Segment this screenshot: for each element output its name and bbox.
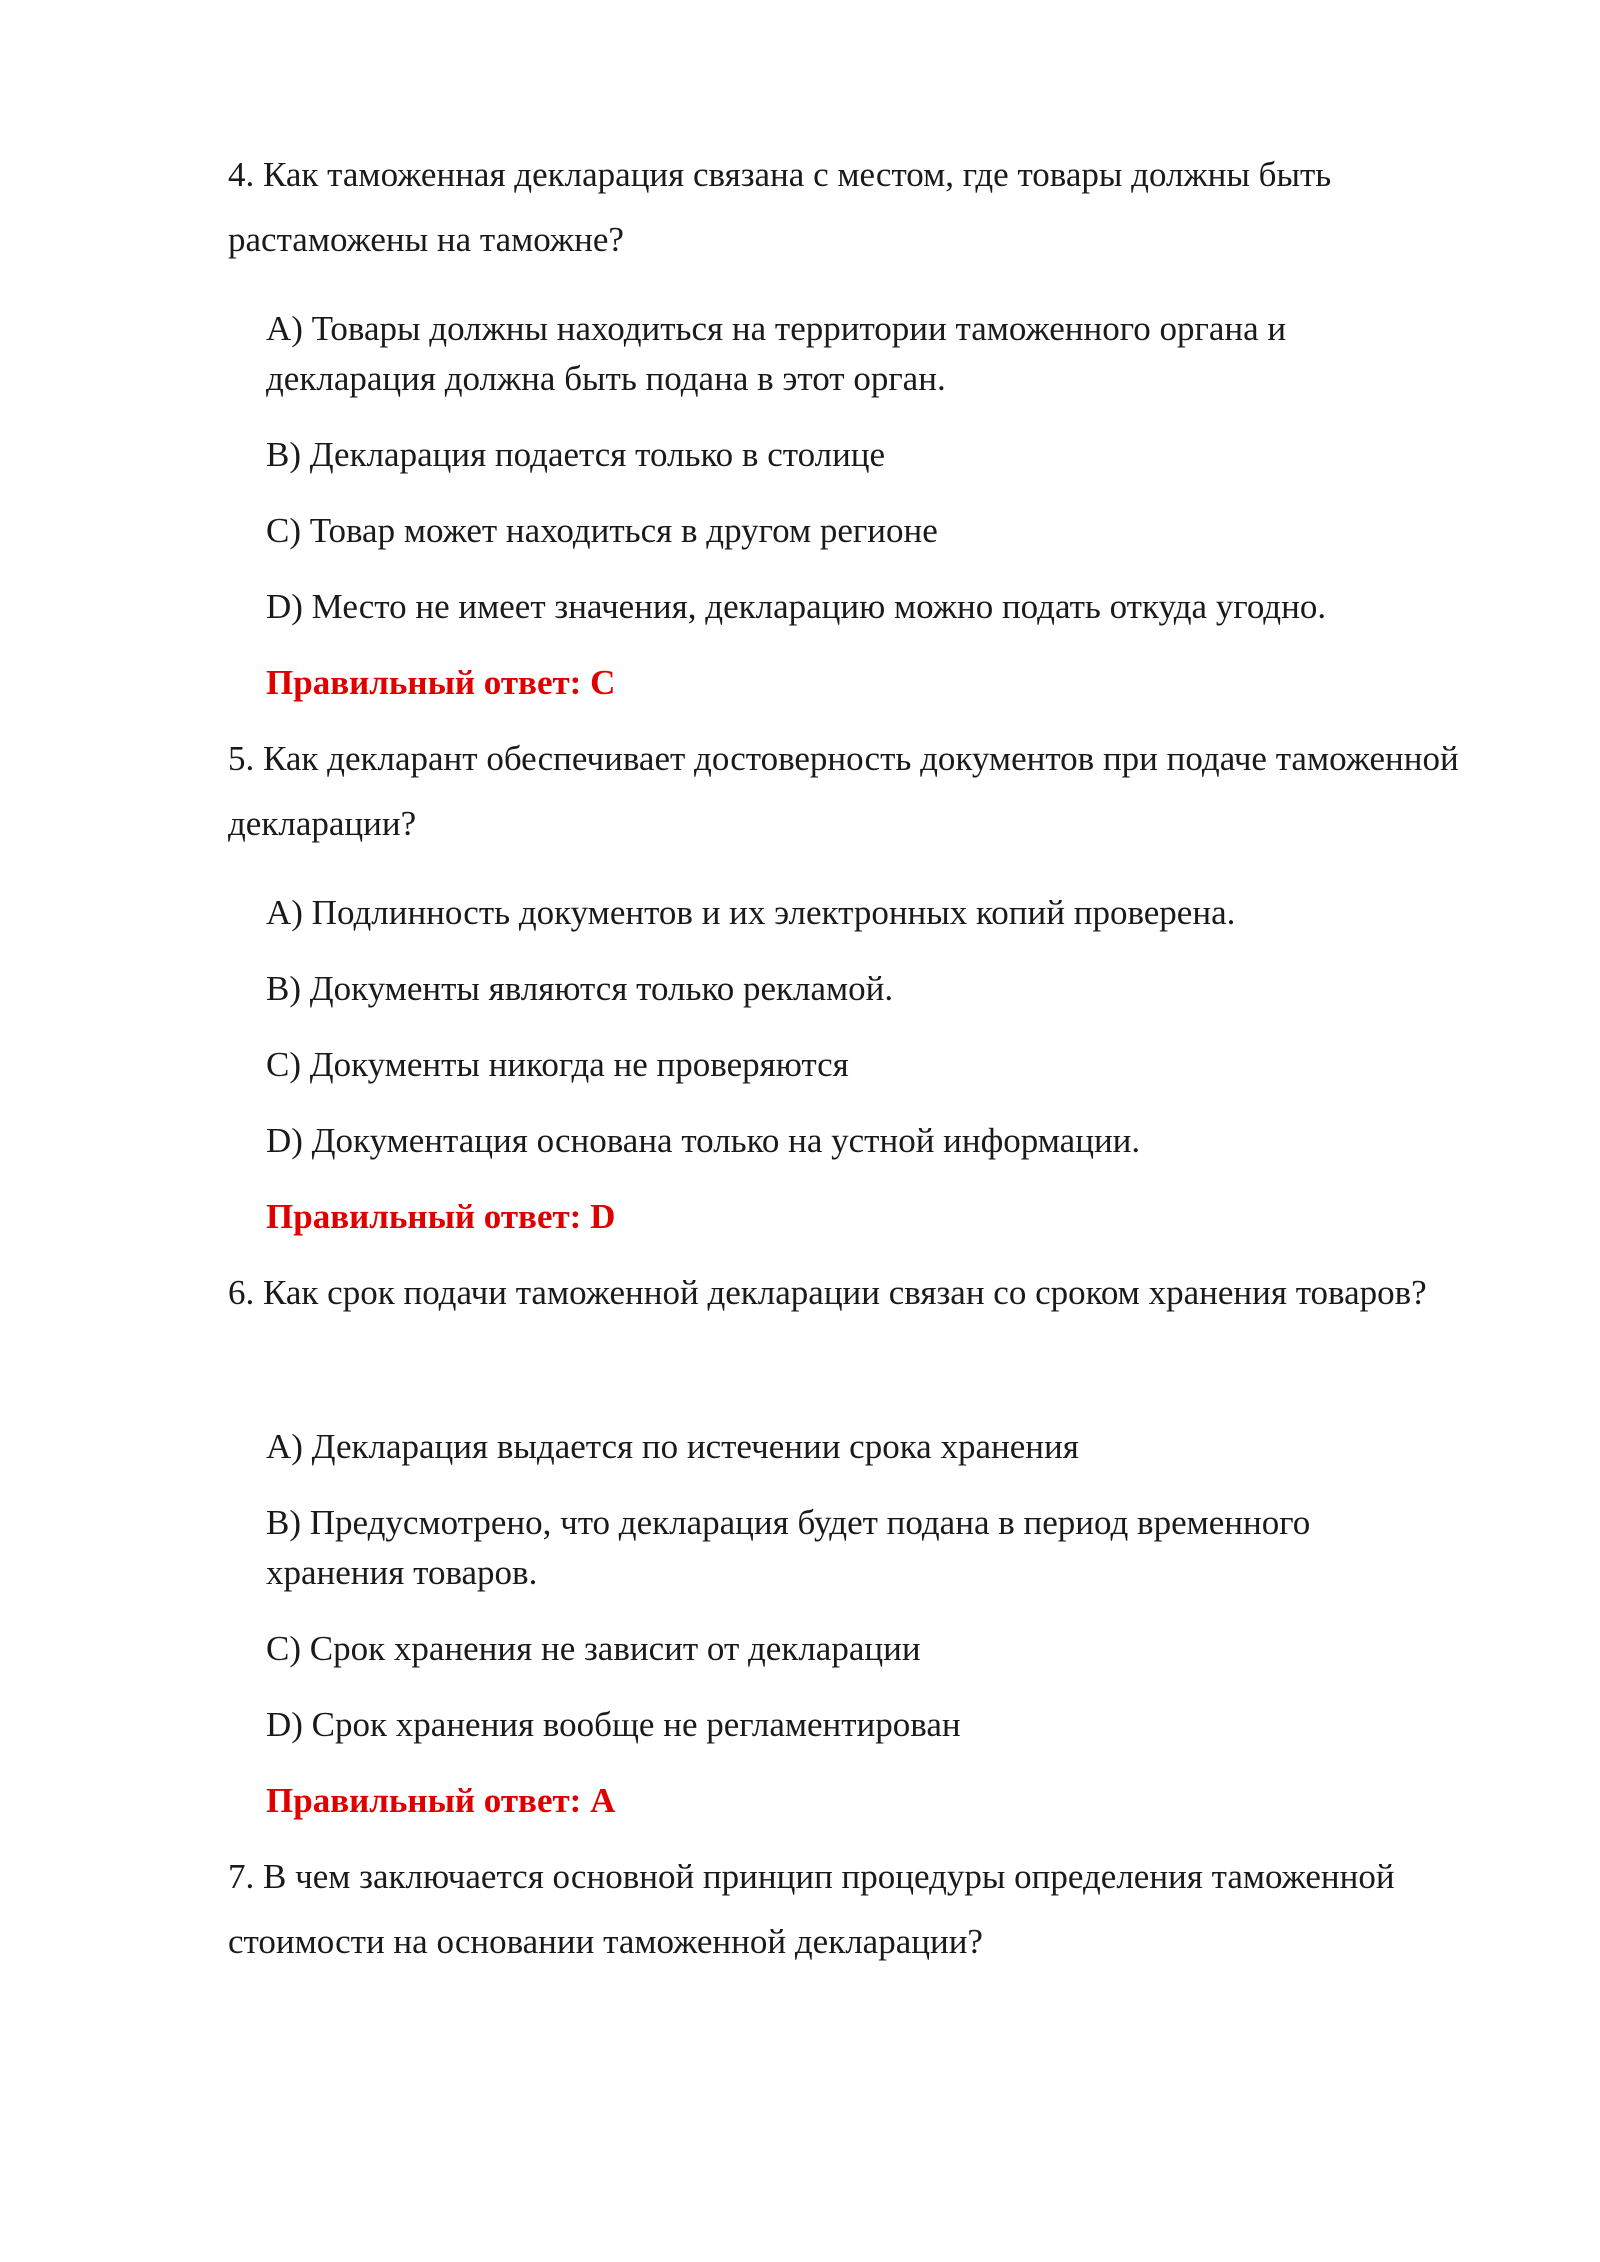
question-6-option-a: A) Декларация выдается по истечении срока хранения <box>266 1427 1079 1466</box>
question-5-option-c: C) Документы никогда не проверяются <box>266 1045 849 1084</box>
question-5-option-d: D) Документация основана только на устной информации. <box>266 1121 1141 1160</box>
question-5-answer: Правильный ответ: D <box>266 1197 616 1236</box>
question-4-option-d: D) Место не имеет значения, декларацию можно подать откуда угодно. <box>266 587 1327 626</box>
question-4-answer: Правильный ответ: C <box>266 663 616 702</box>
question-6-answer: Правильный ответ: A <box>266 1781 616 1820</box>
question-4-option-c: C) Товар может находиться в другом регионе <box>266 511 938 550</box>
question-7-text: 7. В чем заключается основной принцип процедуры определения таможенной стоимости на основании таможенной декларации? <box>228 1857 1395 1961</box>
question-6-option-d: D) Срок хранения вообще не регламентирован <box>266 1705 961 1744</box>
question-4-option-b: B) Декларация подается только в столице <box>266 435 886 474</box>
question-6-option-b: B) Предусмотрено, что декларация будет подана в период временного хранения товаров. <box>266 1503 1311 1592</box>
question-6-option-c: C) Срок хранения не зависит от декларации <box>266 1629 921 1668</box>
question-4-option-a: A) Товары должны находиться на территории таможенного органа и декларация должна быть подана в этот орган. <box>266 309 1287 398</box>
question-6-text: 6. Как срок подачи таможенной декларации связан со сроком хранения товаров? <box>228 1273 1427 1312</box>
question-5-option-b: B) Документы являются только рекламой. <box>266 969 894 1008</box>
question-5-text: 5. Как декларант обеспечивает достоверность документов при подаче таможенной декларации? <box>228 739 1459 843</box>
question-4-text: 4. Как таможенная декларация связана с местом, где товары должны быть растаможены на таможне? <box>228 155 1332 259</box>
question-5-option-a: A) Подлинность документов и их электронных копий проверена. <box>266 893 1236 932</box>
